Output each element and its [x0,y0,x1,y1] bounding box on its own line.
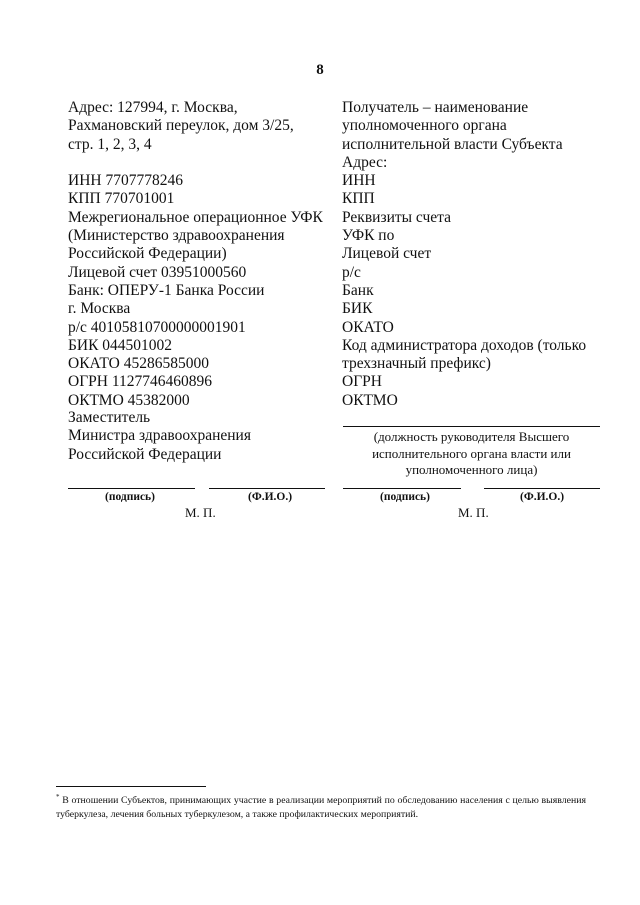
right-position-caption: (должность руководителя Высшего исполнительного органа власти или уполномоченного лица) [372,429,571,477]
recipient-ufk: УФК по [342,227,395,245]
page-number: 8 [316,62,324,78]
right-name-label: (Ф.И.О.) [520,491,565,503]
footnote-marker: * [56,793,60,801]
recipient-okato: ОКАТО [342,318,394,336]
left-stamp-label: М. П. [185,505,216,520]
payee-bik: БИК 044501002 [68,336,173,354]
payee-ufk: Межрегиональное операционное УФК [68,208,323,226]
recipient-oktmo: ОКТМО [342,391,398,409]
recipient-address: Адрес: [342,153,388,171]
recipient-account-details: Реквизиты счета [342,208,452,226]
recipient-personal-account: Лицевой счет [342,245,432,263]
payee-kpp: КПП 770701001 [68,190,175,208]
footnote [56,790,586,822]
recipient-revenue-admin-code: Код администратора доходов (только [342,336,587,354]
payee-ufk: (Министерство здравоохранения [68,227,285,245]
recipient-revenue-admin-code: трехзначный префикс) [342,355,491,373]
payee-address-line: Рахмановский переулок, дом 3/25, [68,117,294,135]
payee-ufk: Российской Федерации) [68,245,227,263]
recipient-settlement-account: р/с [342,263,361,281]
payee-okato: ОКАТО 45286585000 [68,355,209,373]
payee-details [68,99,338,410]
left-signature-label: (подпись) [105,491,155,503]
right-signature-label: (подпись) [380,491,430,503]
recipient-name-line: уполномоченного органа [342,117,507,135]
left-name-label: (Ф.И.О.) [248,491,293,503]
left-signer-title-line: Заместитель [68,409,151,426]
left-signer-title-line: Российской Федерации [68,445,222,463]
recipient-inn: ИНН [342,172,376,190]
left-signer-title-line: Министра здравоохранения [68,427,251,445]
footnote-text: В отношении Субъектов, принимающих участие в реализации мероприятий по обследованию населения с целью выявления туберкулеза, лечения больных туберкулезом, а также профилактических мероприятий. [56,795,586,820]
recipient-name-line: Получатель – наименование [342,99,529,116]
right-signature-line [343,488,461,489]
payee-inn: ИНН 7707778246 [68,172,183,190]
payee-address-line: стр. 1, 2, 3, 4 [68,135,152,153]
recipient-bik: БИК [342,300,373,318]
payee-oktmo: ОКТМО 45382000 [68,391,190,409]
payee-address-line: Адрес: 127994, г. Москва, [68,99,238,116]
footnote-separator [56,786,206,787]
payee-personal-account: Лицевой счет 03951000560 [68,263,247,281]
left-name-line [209,488,325,489]
right-name-line [484,488,600,489]
payee-ogrn: ОГРН 1127746460896 [68,373,213,391]
right-stamp-label: М. П. [458,505,489,520]
recipient-kpp: КПП [342,190,375,208]
left-signature-line [68,488,195,489]
recipient-ogrn: ОГРН [342,373,382,391]
payee-bank-city: г. Москва [68,300,131,318]
payee-spacer [68,154,338,172]
right-position-line [343,426,600,427]
payee-settlement-account: р/с 40105810700000001901 [68,318,246,336]
recipient-name-line: исполнительной власти Субъекта [342,135,563,153]
recipient-details [342,99,622,410]
payee-bank: Банк: ОПЕРУ-1 Банка России [68,281,265,299]
left-signer-title [68,409,251,464]
recipient-bank: Банк [342,281,374,299]
